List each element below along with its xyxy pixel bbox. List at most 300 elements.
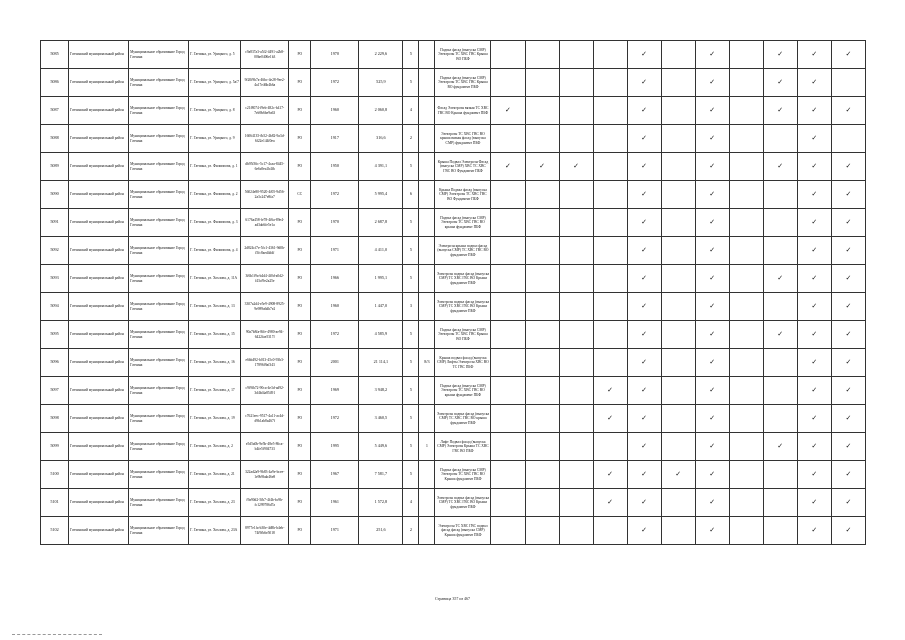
guid-cell: 56024e80-9520-4f05-9d56-2a3c247e8fa7 bbox=[241, 181, 289, 209]
check-cell bbox=[491, 349, 525, 377]
row-number: 5098 bbox=[41, 405, 69, 433]
area-cell: 4 391,1 bbox=[359, 153, 403, 181]
area-cell: 4 411,0 bbox=[359, 237, 403, 265]
check-cell bbox=[593, 153, 627, 181]
municipality-cell: Муниципальное образование Город Гатчина bbox=[129, 433, 189, 461]
extra-cell bbox=[419, 377, 435, 405]
floors-cell: 5 bbox=[403, 265, 419, 293]
check-cell bbox=[831, 153, 865, 181]
check-cell bbox=[763, 41, 797, 69]
check-cell bbox=[559, 377, 593, 405]
guid-cell: c7621eec-9517-4a11-ac4d-d9b1ab8a467f bbox=[241, 405, 289, 433]
check-cell bbox=[763, 321, 797, 349]
check-mark-icon: ✓ bbox=[845, 218, 852, 226]
check-cell bbox=[695, 433, 729, 461]
check-mark-icon: ✓ bbox=[641, 470, 648, 478]
check-cell bbox=[627, 153, 661, 181]
check-cell bbox=[831, 237, 865, 265]
check-cell bbox=[525, 209, 559, 237]
year-cell: 1960 bbox=[311, 293, 359, 321]
table-row bbox=[41, 153, 866, 181]
check-cell bbox=[661, 41, 695, 69]
works-cell: Крыша Подвал фасад (выпуска СМР) Электроэн ТС ХВС ГВС ВО Фундамент ПБФ bbox=[435, 181, 491, 209]
check-mark-icon: ✓ bbox=[709, 190, 716, 198]
check-cell bbox=[661, 433, 695, 461]
check-mark-icon: ✓ bbox=[777, 162, 784, 170]
extra-cell bbox=[419, 41, 435, 69]
year-cell: 1960 bbox=[311, 97, 359, 125]
check-mark-icon: ✓ bbox=[709, 246, 716, 254]
check-cell bbox=[627, 265, 661, 293]
check-cell bbox=[593, 97, 627, 125]
table-row bbox=[41, 349, 866, 377]
works-cell: Подвал фасад (выпуска СМР) Электроэн ТС ХВС ГВС ВО крыша фундамент ПБФ bbox=[435, 209, 491, 237]
check-cell bbox=[695, 97, 729, 125]
check-cell bbox=[525, 265, 559, 293]
check-mark-icon: ✓ bbox=[811, 50, 818, 58]
extra-cell bbox=[419, 125, 435, 153]
check-mark-icon: ✓ bbox=[675, 470, 682, 478]
address-cell: Г. Гатчина, ул. Урицкого, д. 9 bbox=[189, 125, 241, 153]
check-cell bbox=[763, 405, 797, 433]
check-cell bbox=[831, 69, 865, 97]
row-number: 5085 bbox=[41, 41, 69, 69]
check-cell bbox=[695, 265, 729, 293]
floors-cell: 5 bbox=[403, 69, 419, 97]
check-cell bbox=[593, 461, 627, 489]
check-cell bbox=[491, 377, 525, 405]
check-cell bbox=[763, 265, 797, 293]
check-cell bbox=[797, 209, 831, 237]
check-cell bbox=[797, 321, 831, 349]
address-cell: Г. Гатчина, ул. Урицкого, д. 8 bbox=[189, 97, 241, 125]
check-cell bbox=[797, 237, 831, 265]
municipality-cell: Муниципальное образование Город Гатчина bbox=[129, 517, 189, 545]
ownership-cell: РО bbox=[289, 237, 311, 265]
ownership-cell: РО bbox=[289, 293, 311, 321]
district-cell: Гатчинский муниципальный район bbox=[69, 433, 129, 461]
check-cell bbox=[491, 69, 525, 97]
check-cell bbox=[593, 125, 627, 153]
area-cell: 1 572,8 bbox=[359, 489, 403, 517]
check-mark-icon: ✓ bbox=[845, 302, 852, 310]
check-cell bbox=[627, 349, 661, 377]
check-cell bbox=[729, 237, 763, 265]
check-cell bbox=[661, 69, 695, 97]
check-cell bbox=[729, 517, 763, 545]
year-cell: 1972 bbox=[311, 321, 359, 349]
guid-cell: f9a90d2-5fb7-4f4b-bc9b-fc1299786d7a bbox=[241, 489, 289, 517]
check-cell bbox=[831, 377, 865, 405]
check-cell bbox=[491, 97, 525, 125]
table-row bbox=[41, 237, 866, 265]
check-cell bbox=[627, 321, 661, 349]
extra-cell bbox=[419, 265, 435, 293]
district-cell: Гатчинский муниципальный район bbox=[69, 153, 129, 181]
check-cell bbox=[695, 517, 729, 545]
check-cell bbox=[491, 181, 525, 209]
municipality-cell: Муниципальное образование Город Гатчина bbox=[129, 461, 189, 489]
address-cell: Г. Гатчина, ул. Хохлова, д. 13 bbox=[189, 293, 241, 321]
guid-cell: 3307a2d4-e5e9-4908-8925-9e989a6db7e2 bbox=[241, 293, 289, 321]
check-mark-icon: ✓ bbox=[811, 190, 818, 198]
check-cell bbox=[627, 489, 661, 517]
table-row bbox=[41, 209, 866, 237]
row-number: 5089 bbox=[41, 153, 69, 181]
check-cell bbox=[593, 405, 627, 433]
area-cell: 2 060,8 bbox=[359, 97, 403, 125]
check-cell bbox=[763, 209, 797, 237]
check-cell bbox=[729, 153, 763, 181]
floors-cell: 5 bbox=[403, 377, 419, 405]
check-cell bbox=[525, 41, 559, 69]
check-mark-icon: ✓ bbox=[641, 414, 648, 422]
housing-stock-table bbox=[40, 40, 866, 545]
works-cell: Подвал фасад (выпуска СМР) Электроэн ТС ХВС ГВС Крыша ВО ПБФ bbox=[435, 321, 491, 349]
check-cell bbox=[525, 349, 559, 377]
district-cell: Гатчинский муниципальный район bbox=[69, 293, 129, 321]
check-cell bbox=[525, 293, 559, 321]
extra-cell: 8/3 bbox=[419, 349, 435, 377]
check-cell bbox=[559, 153, 593, 181]
ownership-cell: РО bbox=[289, 489, 311, 517]
district-cell: Гатчинский муниципальный район bbox=[69, 181, 129, 209]
check-cell bbox=[525, 433, 559, 461]
check-cell bbox=[695, 405, 729, 433]
area-cell: 1 447,0 bbox=[359, 293, 403, 321]
floors-cell: 5 bbox=[403, 461, 419, 489]
check-mark-icon: ✓ bbox=[641, 330, 648, 338]
check-cell bbox=[831, 209, 865, 237]
check-cell bbox=[831, 517, 865, 545]
check-mark-icon: ✓ bbox=[777, 106, 784, 114]
guid-cell: 2d824cf7e-5fc1-4361-9d0b-f5fc8aed4ddf bbox=[241, 237, 289, 265]
municipality-cell: Муниципальное образование Город Гатчина bbox=[129, 377, 189, 405]
address-cell: Г. Гатчина, ул. Урицкого, д. 5а/7 bbox=[189, 69, 241, 97]
municipality-cell: Муниципальное образование Город Гатчина bbox=[129, 153, 189, 181]
check-mark-icon: ✓ bbox=[811, 246, 818, 254]
floors-cell: 5 bbox=[403, 321, 419, 349]
check-cell bbox=[661, 293, 695, 321]
district-cell: Гатчинский муниципальный район bbox=[69, 97, 129, 125]
check-cell bbox=[831, 349, 865, 377]
area-cell: 2 687,8 bbox=[359, 209, 403, 237]
municipality-cell: Муниципальное образование Город Гатчина bbox=[129, 237, 189, 265]
extra-cell bbox=[419, 489, 435, 517]
check-cell bbox=[525, 489, 559, 517]
row-number: 5091 bbox=[41, 209, 69, 237]
ownership-cell: РО bbox=[289, 461, 311, 489]
ownership-cell: РО bbox=[289, 97, 311, 125]
check-mark-icon: ✓ bbox=[811, 526, 818, 534]
works-cell: Электроэн крыша подвал фасад (выпуска СМР) ТС ХВС ГВС ВО фундамент ПБФ bbox=[435, 237, 491, 265]
year-cell: 1917 bbox=[311, 125, 359, 153]
check-cell bbox=[593, 69, 627, 97]
table-row bbox=[41, 461, 866, 489]
check-cell bbox=[831, 321, 865, 349]
check-cell bbox=[661, 265, 695, 293]
check-mark-icon: ✓ bbox=[505, 162, 511, 170]
check-cell bbox=[831, 405, 865, 433]
table-row bbox=[41, 41, 866, 69]
check-cell bbox=[525, 321, 559, 349]
area-cell: 2 229,6 bbox=[359, 41, 403, 69]
municipality-cell: Муниципальное образование Город Гатчина bbox=[129, 489, 189, 517]
check-mark-icon: ✓ bbox=[709, 386, 716, 394]
year-cell: 1971 bbox=[311, 517, 359, 545]
extra-cell bbox=[419, 181, 435, 209]
check-cell bbox=[729, 69, 763, 97]
address-cell: Г. Гатчина, ул. Филиппова, д. 1 bbox=[189, 153, 241, 181]
check-mark-icon: ✓ bbox=[845, 470, 852, 478]
area-cell: 525,9 bbox=[359, 69, 403, 97]
check-mark-icon: ✓ bbox=[811, 274, 818, 282]
check-mark-icon: ✓ bbox=[641, 218, 648, 226]
check-cell bbox=[729, 489, 763, 517]
works-cell: Подвал фасад (выпуска СМР) Электроэн ТС ХВС ГВС Крыша ВО фундамент ПБФ bbox=[435, 69, 491, 97]
check-cell bbox=[797, 125, 831, 153]
check-cell bbox=[559, 321, 593, 349]
check-mark-icon: ✓ bbox=[607, 386, 614, 394]
check-mark-icon: ✓ bbox=[777, 274, 784, 282]
row-number: 5096 bbox=[41, 349, 69, 377]
check-cell bbox=[491, 237, 525, 265]
check-cell bbox=[797, 69, 831, 97]
floors-cell: 5 bbox=[403, 405, 419, 433]
ownership-cell: РО bbox=[289, 377, 311, 405]
year-cell: 1970 bbox=[311, 41, 359, 69]
works-cell: Электроэн подвал фасад (выпуска СМР) ТС ХВС ГВС ВО Крыша фундамент ПБФ bbox=[435, 489, 491, 517]
check-cell bbox=[627, 181, 661, 209]
check-cell bbox=[695, 461, 729, 489]
check-cell bbox=[763, 517, 797, 545]
check-mark-icon: ✓ bbox=[845, 50, 852, 58]
works-cell: Крыша подвал фасад (выпуска СМР) Лифты Электроэн ХВС ВО ТС ГВС ПБФ bbox=[435, 349, 491, 377]
check-mark-icon: ✓ bbox=[641, 78, 648, 86]
extra-cell bbox=[419, 237, 435, 265]
check-cell bbox=[695, 293, 729, 321]
check-cell bbox=[627, 237, 661, 265]
extra-cell bbox=[419, 321, 435, 349]
address-cell: Г. Гатчина, ул. Хохлова, д. 21 bbox=[189, 461, 241, 489]
district-cell: Гатчинский муниципальный район bbox=[69, 41, 129, 69]
table-row bbox=[41, 125, 866, 153]
check-cell bbox=[559, 489, 593, 517]
check-cell bbox=[559, 293, 593, 321]
check-mark-icon: ✓ bbox=[709, 274, 716, 282]
check-cell bbox=[831, 125, 865, 153]
guid-cell: db95f36c-5c17-4caa-8445-6e6a9ea1b4fb bbox=[241, 153, 289, 181]
check-cell bbox=[729, 125, 763, 153]
floors-cell: 3 bbox=[403, 293, 419, 321]
address-cell: Г. Гатчина, ул. Филиппова, д. 4 bbox=[189, 237, 241, 265]
check-cell bbox=[627, 405, 661, 433]
check-cell bbox=[559, 433, 593, 461]
check-mark-icon: ✓ bbox=[607, 470, 614, 478]
check-cell bbox=[831, 433, 865, 461]
check-cell bbox=[593, 237, 627, 265]
check-cell bbox=[763, 153, 797, 181]
guid-cell: 90a7b8fa-8ffe-4980-ae94-6422fae5317f bbox=[241, 321, 289, 349]
check-mark-icon: ✓ bbox=[641, 190, 648, 198]
ownership-cell: РО bbox=[289, 349, 311, 377]
guid-cell: 6176a458-fe78-4f6a-89e4-ad3ab6fe5e1a bbox=[241, 209, 289, 237]
municipality-cell: Муниципальное образование Город Гатчина bbox=[129, 293, 189, 321]
check-cell bbox=[729, 265, 763, 293]
check-cell bbox=[525, 69, 559, 97]
check-cell bbox=[593, 489, 627, 517]
check-cell bbox=[695, 349, 729, 377]
check-cell bbox=[627, 97, 661, 125]
guid-cell: c21f8074-f9eb-482c-b417-7eb9b6be9a63 bbox=[241, 97, 289, 125]
ownership-cell: РО bbox=[289, 69, 311, 97]
year-cell: 1971 bbox=[311, 237, 359, 265]
check-cell bbox=[525, 461, 559, 489]
check-mark-icon: ✓ bbox=[811, 162, 818, 170]
check-mark-icon: ✓ bbox=[845, 498, 852, 506]
check-cell bbox=[763, 349, 797, 377]
table-row bbox=[41, 517, 866, 545]
check-mark-icon: ✓ bbox=[709, 470, 716, 478]
check-cell bbox=[763, 69, 797, 97]
check-cell bbox=[525, 153, 559, 181]
extra-cell bbox=[419, 153, 435, 181]
check-cell bbox=[763, 461, 797, 489]
check-cell bbox=[491, 433, 525, 461]
row-number: 5101 bbox=[41, 489, 69, 517]
check-cell bbox=[491, 293, 525, 321]
check-mark-icon: ✓ bbox=[709, 218, 716, 226]
check-mark-icon: ✓ bbox=[641, 498, 648, 506]
check-cell bbox=[559, 125, 593, 153]
check-cell bbox=[559, 97, 593, 125]
check-cell bbox=[695, 181, 729, 209]
check-cell bbox=[525, 125, 559, 153]
year-cell: 1972 bbox=[311, 69, 359, 97]
check-cell bbox=[695, 41, 729, 69]
ownership-cell: РО bbox=[289, 405, 311, 433]
check-cell bbox=[695, 209, 729, 237]
row-number: 5099 bbox=[41, 433, 69, 461]
check-mark-icon: ✓ bbox=[641, 50, 648, 58]
check-mark-icon: ✓ bbox=[845, 358, 852, 366]
floors-cell: 5 bbox=[403, 209, 419, 237]
check-mark-icon: ✓ bbox=[573, 162, 579, 170]
check-cell bbox=[695, 153, 729, 181]
row-number: 5102 bbox=[41, 517, 69, 545]
check-cell bbox=[661, 209, 695, 237]
guid-cell: c9f9fb72-90ca-4e3d-ad92-3d4bf4a85491 bbox=[241, 377, 289, 405]
check-cell bbox=[695, 489, 729, 517]
ownership-cell: РО bbox=[289, 209, 311, 237]
district-cell: Гатчинский муниципальный район bbox=[69, 125, 129, 153]
guid-cell: 8977e1fa-b30e-4d8b-b4eb-74f9fb6e5018 bbox=[241, 517, 289, 545]
guid-cell: 9f20f9b7a-46bc-4e28-9ee2-4a17e46b4b6a bbox=[241, 69, 289, 97]
check-mark-icon: ✓ bbox=[811, 470, 818, 478]
works-cell: Подвал фасад (выпуска СМР) Электроэн ТС ХВС ГВС ВО крыша фундамент ПБФ bbox=[435, 377, 491, 405]
check-cell bbox=[729, 461, 763, 489]
check-mark-icon: ✓ bbox=[709, 302, 716, 310]
address-cell: Г. Гатчина, ул. Хохлова, д. 11А bbox=[189, 265, 241, 293]
year-cell: 1972 bbox=[311, 405, 359, 433]
address-cell: Г. Гатчина, ул. Хохлова, д. 16 bbox=[189, 349, 241, 377]
check-cell bbox=[729, 405, 763, 433]
table-row bbox=[41, 489, 866, 517]
row-number: 5092 bbox=[41, 237, 69, 265]
area-cell: 21 114,1 bbox=[359, 349, 403, 377]
check-cell bbox=[797, 377, 831, 405]
check-cell bbox=[661, 405, 695, 433]
check-cell bbox=[491, 405, 525, 433]
check-mark-icon: ✓ bbox=[709, 78, 716, 86]
check-mark-icon: ✓ bbox=[709, 50, 716, 58]
extra-cell bbox=[419, 69, 435, 97]
year-cell: 1966 bbox=[311, 265, 359, 293]
year-cell: 1995 bbox=[311, 433, 359, 461]
check-cell bbox=[627, 69, 661, 97]
check-cell bbox=[763, 237, 797, 265]
extra-cell bbox=[419, 97, 435, 125]
district-cell: Гатчинский муниципальный район bbox=[69, 237, 129, 265]
check-cell bbox=[593, 41, 627, 69]
check-mark-icon: ✓ bbox=[811, 414, 818, 422]
table-row bbox=[41, 265, 866, 293]
ownership-cell: РО bbox=[289, 517, 311, 545]
ownership-cell: РО bbox=[289, 321, 311, 349]
address-cell: Г. Гатчина, ул. Филиппова, д. 3 bbox=[189, 209, 241, 237]
row-number: 5088 bbox=[41, 125, 69, 153]
check-cell bbox=[627, 293, 661, 321]
extra-cell: 1 bbox=[419, 433, 435, 461]
check-cell bbox=[797, 265, 831, 293]
check-cell bbox=[797, 433, 831, 461]
floors-cell: 5 bbox=[403, 433, 419, 461]
check-cell bbox=[593, 265, 627, 293]
check-mark-icon: ✓ bbox=[811, 498, 818, 506]
check-cell bbox=[729, 293, 763, 321]
document-sheet bbox=[40, 40, 866, 545]
district-cell: Гатчинский муниципальный район bbox=[69, 377, 129, 405]
area-cell: 4 585,9 bbox=[359, 321, 403, 349]
guid-cell: 16064135-fb52-4b82-9a3d-6f22e144f0ea bbox=[241, 125, 289, 153]
check-cell bbox=[491, 125, 525, 153]
check-cell bbox=[729, 349, 763, 377]
check-cell bbox=[661, 181, 695, 209]
district-cell: Гатчинский муниципальный район bbox=[69, 69, 129, 97]
check-mark-icon: ✓ bbox=[641, 246, 648, 254]
address-cell: Г. Гатчина, ул. Хохлова, д. 23А bbox=[189, 517, 241, 545]
check-cell bbox=[559, 265, 593, 293]
check-cell bbox=[491, 209, 525, 237]
check-mark-icon: ✓ bbox=[811, 302, 818, 310]
check-mark-icon: ✓ bbox=[607, 498, 614, 506]
district-cell: Гатчинский муниципальный район bbox=[69, 209, 129, 237]
check-mark-icon: ✓ bbox=[811, 78, 818, 86]
check-cell bbox=[797, 461, 831, 489]
ownership-cell: СС bbox=[289, 181, 311, 209]
check-cell bbox=[593, 293, 627, 321]
check-mark-icon: ✓ bbox=[777, 442, 784, 450]
check-cell bbox=[763, 293, 797, 321]
check-mark-icon: ✓ bbox=[811, 134, 818, 142]
check-cell bbox=[797, 41, 831, 69]
check-mark-icon: ✓ bbox=[641, 162, 648, 170]
check-cell bbox=[627, 517, 661, 545]
floors-cell: 5 bbox=[403, 237, 419, 265]
check-cell bbox=[593, 181, 627, 209]
scan-edge-mark bbox=[12, 634, 102, 636]
row-number: 5094 bbox=[41, 293, 69, 321]
